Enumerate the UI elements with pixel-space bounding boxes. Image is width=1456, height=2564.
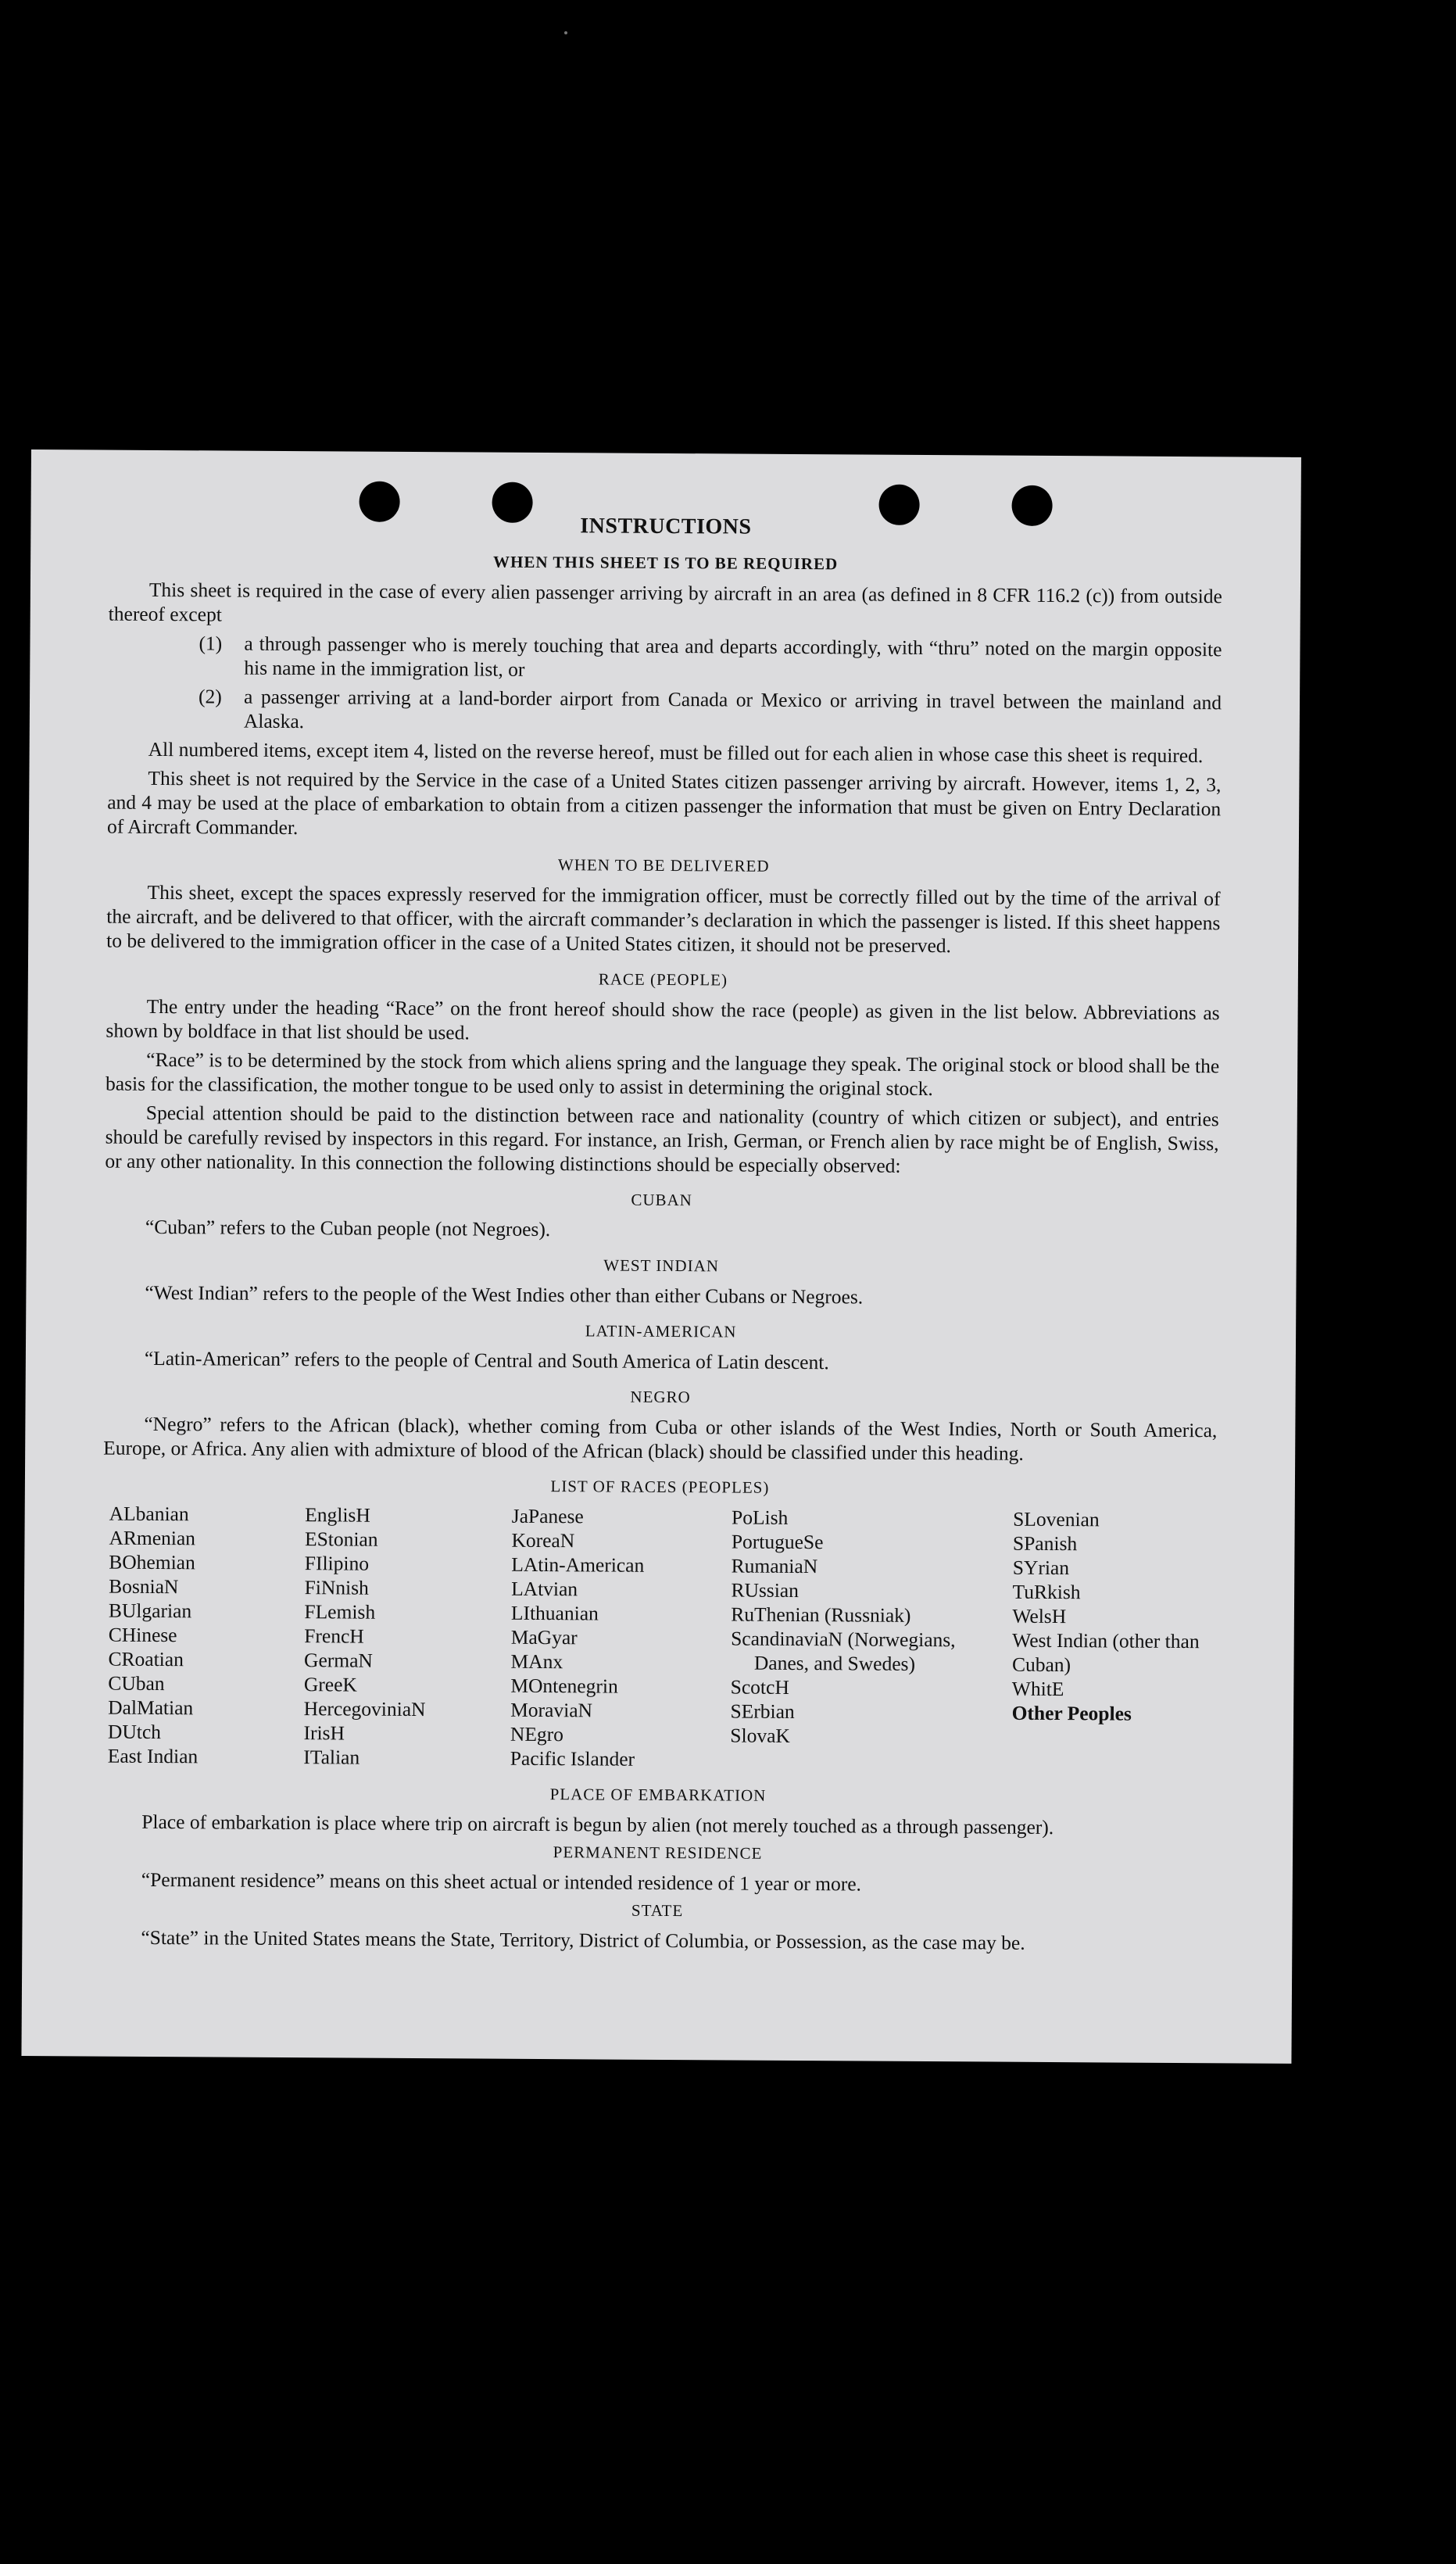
- list-text: a through passenger who is merely touching that area and departs accordingly, with “thru” noted on the margin opposite his name in the immigration list, or: [244, 632, 1222, 681]
- heading-cuban: CUBAN: [631, 1190, 692, 1210]
- races-column: [730, 1505, 1013, 1773]
- races-table: [102, 1502, 1217, 1775]
- paragraph: This sheet, except the spaces expressly reserved for the immigration officer, must be correctly filled out by the time of the arrival of the aircraft, and be delivered to that officer, with the aircraft commander’s declaration in which the passenger is listed. If this sheet happens to be delivered to the immigration officer in the case of a United States citizen, it should not be preserved.: [106, 880, 1221, 958]
- paragraph: “Latin-American” refers to the people of Central and South America of Latin descent.: [144, 1346, 829, 1374]
- race-item: SPanish: [1012, 1531, 1078, 1556]
- race-item: PoLish: [731, 1506, 789, 1529]
- paragraph: This sheet is required in the case of every alien passenger arriving by aircraft in an area (as defined in 8 CFR 116.2 (c)) from outside thereof except: [108, 578, 1222, 626]
- race-item: DalMatian: [108, 1696, 194, 1720]
- race-item: LAtin-American: [511, 1552, 645, 1577]
- heading-races-list: LIST OF RACES (PEOPLES): [550, 1477, 770, 1497]
- race-item: KoreaN: [511, 1528, 575, 1552]
- race-item: NEgro: [510, 1722, 564, 1746]
- race-item: ScandinaviaN (Norwegians, Danes, and Swedes): [731, 1627, 956, 1675]
- race-item-other-peoples: Other Peoples: [1011, 1701, 1132, 1725]
- race-item: RUssian: [731, 1578, 800, 1602]
- paragraph: Special attention should be paid to the distinction between race and nationality (country of which citizen or subject), and entries should be carefully revised by inspectors in this regard. For instance, an Irish, German, or French alien by race might be of English, Swiss, or any other nationality. In this connection the following distinctions should be especially observed:: [105, 1101, 1219, 1177]
- race-item: RuThenian (Russniak): [731, 1602, 911, 1627]
- paragraph: “Permanent residence” means on this sheet actual or intended residence of 1 year or more.: [141, 1867, 862, 1896]
- races-column: [1011, 1507, 1217, 1775]
- paragraph: “West Indian” refers to the people of the West Indies other than either Cubans or Negroes.: [145, 1280, 864, 1309]
- heading-latin-american: LATIN-AMERICAN: [585, 1321, 737, 1341]
- document-page: [21, 449, 1301, 2064]
- race-item: DUtch: [107, 1720, 162, 1744]
- race-item: SYrian: [1012, 1556, 1070, 1580]
- paragraph: “State” in the United States means the State, Territory, District of Columbia, or Possession, as the case may be.: [141, 1925, 1025, 1954]
- race-item: BosniaN: [109, 1574, 179, 1599]
- paragraph: Place of embarkation is place where trip on aircraft is begun by alien (not merely touched as a through passenger).: [141, 1810, 1054, 1839]
- race-item: FLemish: [304, 1600, 376, 1624]
- paragraph: “Negro” refers to the African (black), whether coming from Cuba or other islands of the West Indies, North or South America, Europe, or Africa. Any alien with admixture of blood of the African (black) should be classified under this heading.: [103, 1412, 1218, 1465]
- dust-speck: [564, 31, 567, 34]
- race-item: CUban: [108, 1671, 165, 1696]
- race-item: EStonian: [304, 1527, 378, 1551]
- paragraph: “Race” is to be determined by the stock from which aliens spring and the language they speak. The original stock or blood shall be the basis for the classification, the mother tongue to be used only to assist in determining the original stock.: [105, 1047, 1220, 1101]
- list-number: (2): [198, 685, 222, 708]
- race-item: ITalian: [303, 1746, 360, 1769]
- list-text: a passenger arriving at a land-border airport from Canada or Mexico or arriving in travel between the mainland and Alaska.: [243, 685, 1222, 733]
- paragraph: This sheet is not required by the Service in the case of a United States citizen passenger arriving by aircraft. However, items 1, 2, 3, and 4 may be used at the place of embarkation to obtain from a citizen passenger the information that must be given on Entry Declaration of Aircraft Commander.: [106, 766, 1222, 840]
- race-item: WelsH: [1012, 1604, 1067, 1628]
- race-item: MAnx: [510, 1649, 563, 1674]
- race-item: FIlipino: [304, 1552, 370, 1575]
- punch-hole: [878, 485, 919, 525]
- race-item: CRoatian: [108, 1647, 184, 1671]
- race-item: SErbian: [730, 1699, 795, 1723]
- page-title: INSTRUCTIONS: [580, 514, 752, 539]
- races-column: [510, 1504, 732, 1772]
- race-item: PortugueSe: [731, 1530, 824, 1554]
- race-item: MoraviaN: [510, 1698, 593, 1722]
- heading-negro: NEGRO: [630, 1387, 691, 1407]
- race-item: SlovaK: [730, 1724, 790, 1747]
- race-item: West Indian (other than Cuban): [1011, 1628, 1200, 1677]
- race-item: SLovenian: [1013, 1507, 1100, 1531]
- race-item: East Indian: [107, 1744, 199, 1768]
- race-item: ScotcH: [730, 1675, 789, 1699]
- race-item: JaPanese: [511, 1504, 584, 1528]
- race-item: FrencH: [304, 1624, 364, 1648]
- list-item: [108, 631, 1222, 686]
- punch-hole: [1011, 485, 1052, 526]
- race-item: ARmenian: [109, 1526, 196, 1550]
- races-column: [108, 1502, 306, 1770]
- race-item: GermaN: [304, 1649, 373, 1672]
- list-item: [108, 684, 1222, 739]
- race-item: Pacific Islander: [510, 1746, 635, 1771]
- paragraph: “Cuban” refers to the Cuban people (not Negroes).: [145, 1215, 551, 1241]
- race-item: FiNnish: [304, 1576, 369, 1599]
- race-item: BUlgarian: [108, 1599, 192, 1623]
- race-item: MOntenegrin: [510, 1674, 618, 1698]
- heading-west-indian: WEST INDIAN: [603, 1255, 720, 1276]
- paragraph: All numbered items, except item 4, listed on the reverse hereof, must be filled out for each alien in whose case this sheet is required.: [148, 737, 1204, 768]
- race-item: GreeK: [303, 1673, 357, 1696]
- race-item: EnglisH: [305, 1503, 370, 1527]
- race-item: RumaniaN: [731, 1554, 818, 1578]
- race-item: MaGyar: [510, 1625, 578, 1649]
- race-item: WhitE: [1011, 1677, 1064, 1701]
- race-item: CHinese: [108, 1623, 177, 1647]
- race-item: ALbanian: [109, 1502, 189, 1526]
- heading-when-required: WHEN THIS SHEET IS TO BE REQUIRED: [492, 552, 839, 574]
- heading-when-delivered: WHEN TO BE DELIVERED: [557, 855, 770, 876]
- paragraph: The entry under the heading “Race” on the front hereof should show the race (people) as given in the list below. Abbreviations as shown by boldface in that list should be used.: [106, 994, 1220, 1044]
- punch-hole: [359, 482, 399, 522]
- heading-embarkation: PLACE OF EMBARKATION: [549, 1785, 767, 1805]
- race-item: IrisH: [303, 1721, 345, 1745]
- heading-race: RACE (PEOPLE): [598, 969, 728, 990]
- heading-state: STATE: [631, 1900, 684, 1921]
- list-number: (1): [199, 632, 223, 655]
- race-item: TuRkish: [1012, 1580, 1081, 1604]
- race-item: LAtvian: [511, 1577, 578, 1601]
- heading-permanent-residence: PERMANENT RESIDENCE: [553, 1842, 763, 1863]
- race-item: LIthuanian: [510, 1601, 599, 1625]
- race-item: BOhemian: [109, 1550, 195, 1574]
- races-column: [303, 1502, 512, 1771]
- race-item: HercegoviniaN: [303, 1697, 426, 1721]
- punch-hole: [492, 482, 532, 523]
